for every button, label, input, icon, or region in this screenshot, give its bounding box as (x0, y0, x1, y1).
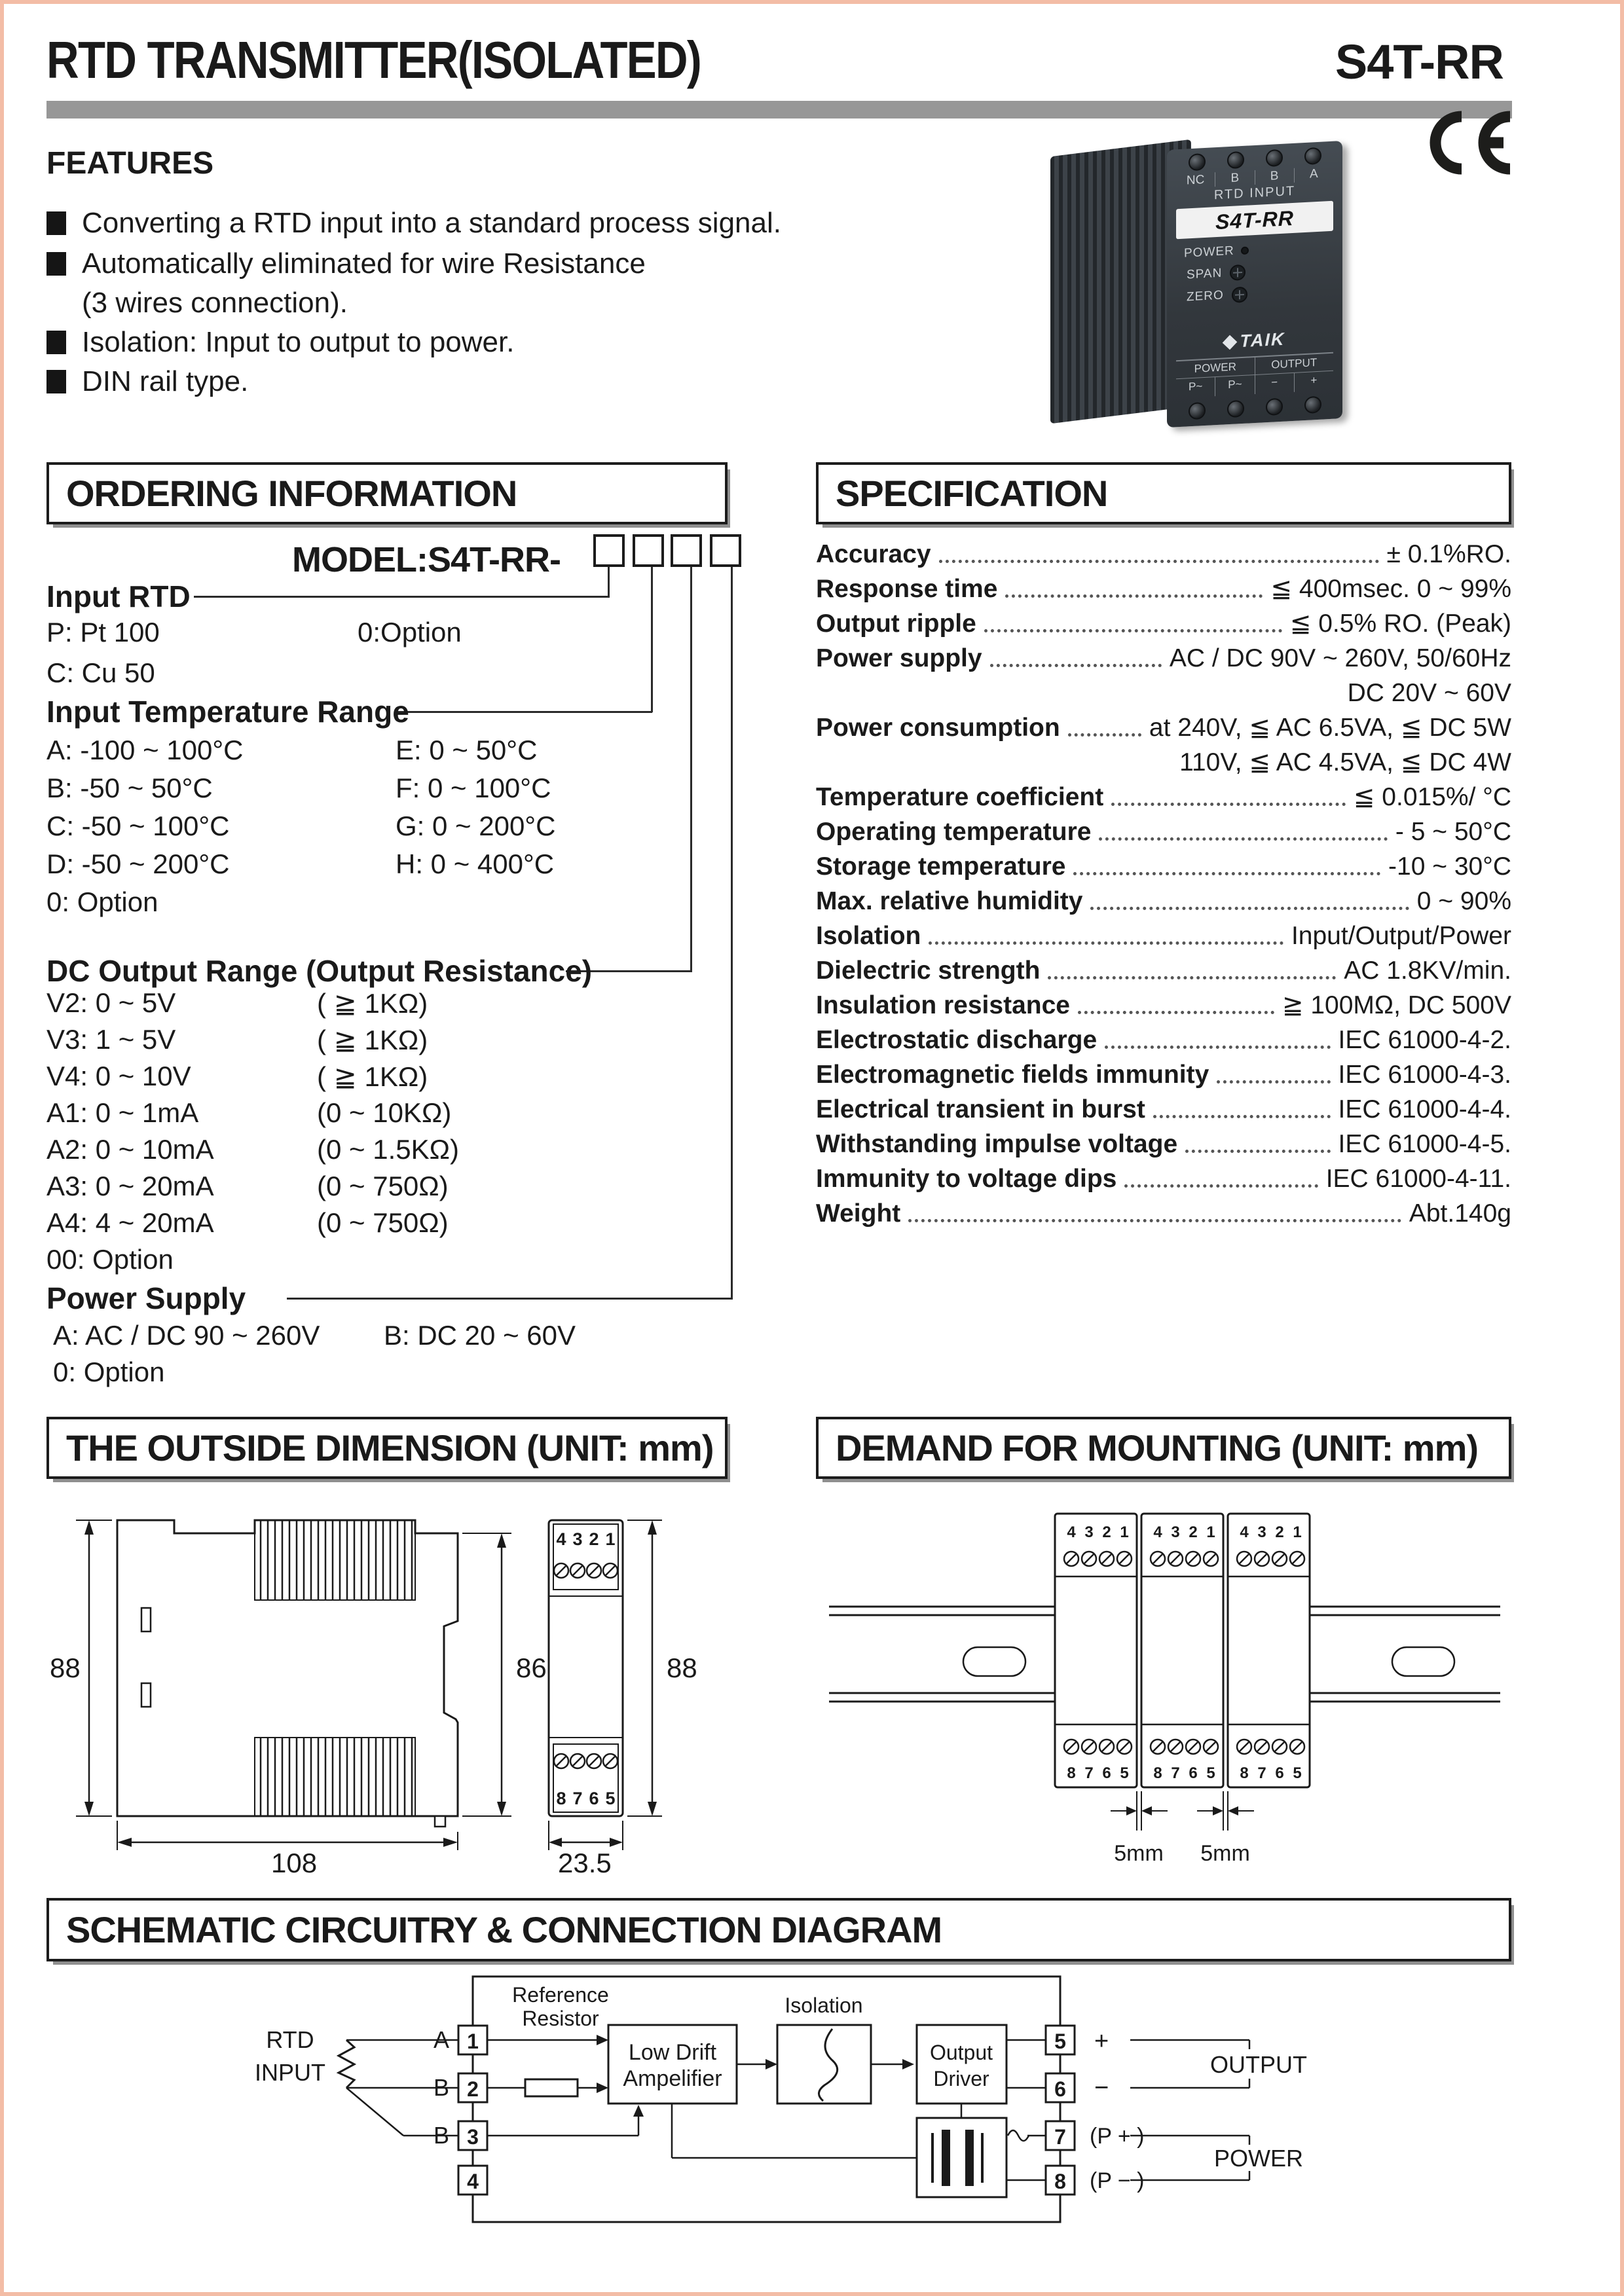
section-title: SPECIFICATION (836, 473, 1108, 514)
rtd-label: RTD (266, 2026, 314, 2053)
product-photo (1050, 128, 1388, 431)
spec-label: Withstanding impulse voltage (816, 1130, 1178, 1158)
dotted-leader (1111, 803, 1346, 806)
model-code-box-2 (633, 534, 664, 567)
terminal-number: 3 (1084, 1523, 1094, 1541)
dotted-leader (1124, 1184, 1318, 1188)
terminal-label: + (1294, 371, 1333, 392)
section-title: THE OUTSIDE DIMENSION (UNIT: mm) (66, 1427, 714, 1468)
output-section-label: OUTPUT (1255, 354, 1334, 374)
spec-value: ± 0.1%RO. (1386, 540, 1511, 568)
dotted-leader (939, 560, 1379, 563)
connector-line (690, 567, 692, 972)
spec-value: IEC 61000-4-11. (1325, 1165, 1511, 1193)
terminal-label: P~ (1188, 380, 1203, 393)
option: F: 0 ~ 100°C (396, 773, 551, 803)
feature-text: Automatically eliminated for wire Resistance (82, 247, 646, 280)
spec-value: ≦ 0.015%/ °C (1353, 783, 1511, 811)
reference-resistor-label: Resistor (522, 2007, 599, 2030)
spec-row (816, 708, 1511, 742)
feature-text: DIN rail type. (82, 365, 249, 397)
spec-row (816, 847, 1511, 881)
spec-label: Storage temperature (816, 852, 1066, 881)
mounted-module (1141, 1514, 1223, 1787)
module-front-panel (1167, 141, 1342, 428)
mounted-module (1055, 1514, 1137, 1787)
spec-label: Accuracy (816, 540, 931, 568)
p-plus-symbol: (P + ) (1090, 2124, 1145, 2149)
spec-row (816, 985, 1511, 1020)
terminal-letter: B (433, 2074, 449, 2101)
dotted-leader (929, 941, 1283, 945)
output-label: OUTPUT (1210, 2051, 1307, 2078)
input-rtd-title: Input RTD (46, 579, 191, 613)
spec-label: Electrostatic discharge (816, 1026, 1098, 1054)
terminal-number: 1 (467, 2030, 479, 2053)
spec-value: Abt.140g (1409, 1199, 1511, 1228)
terminal-number: 5 (1206, 1764, 1215, 1782)
ordering-heading (46, 462, 728, 524)
spec-value: ≦ 0.5% RO. (Peak) (1289, 610, 1511, 638)
spec-row (816, 777, 1511, 812)
span-trimmer-icon (1230, 264, 1246, 281)
spec-label: Insulation resistance (816, 991, 1070, 1019)
terminal-number: 5 (1293, 1764, 1302, 1782)
square-bullet-icon (46, 331, 66, 354)
model-code-box-3 (671, 534, 702, 567)
option: A1: 0 ~ 1mA (46, 1097, 199, 1128)
spec-value: 0 ~ 90% (1416, 887, 1511, 915)
spec-value: IEC 61000-4-2. (1338, 1026, 1511, 1054)
terminal-number: 7 (1257, 1764, 1266, 1782)
front-terminal: 7 (572, 1789, 583, 1808)
spec-value: AC / DC 90V ~ 260V, 50/60Hz (1169, 644, 1511, 672)
option: B: -50 ~ 50°C (46, 773, 213, 803)
mounting-heading (816, 1417, 1511, 1479)
spec-value: IEC 61000-4-3. (1338, 1061, 1511, 1089)
spec-label: Temperature coefficient (816, 783, 1104, 811)
terminal-number: 3 (467, 2125, 479, 2149)
terminal-label: A (1294, 166, 1333, 183)
power-led-label: POWER (1184, 244, 1234, 261)
option: A: AC / DC 90 ~ 260V (53, 1320, 320, 1351)
terminal-number: 2 (1275, 1523, 1284, 1541)
spec-label: Power supply (816, 644, 982, 672)
features-heading: FEATURES (46, 146, 214, 181)
dotted-leader (1217, 1080, 1330, 1084)
dim-23-5: 23.5 (558, 1848, 612, 1876)
option: A3: 0 ~ 20mA (46, 1171, 214, 1201)
driver-label: Output (929, 2041, 993, 2064)
spec-value: Input/Output/Power (1291, 922, 1511, 950)
spec-row (816, 1124, 1511, 1159)
model-number: S4T-RR (1335, 35, 1504, 89)
dotted-leader (1005, 594, 1263, 598)
span-label: SPAN (1187, 266, 1223, 282)
page-title: RTD TRANSMITTER(ISOLATED) (46, 31, 701, 89)
spec-row (816, 1194, 1511, 1228)
screw-icon (1304, 147, 1321, 165)
spec-row (816, 812, 1511, 847)
spec-label: Response time (816, 575, 998, 603)
terminal-number: 6 (1102, 1764, 1111, 1782)
terminal-number: 2 (467, 2077, 479, 2101)
brand-diamond-icon (1222, 335, 1237, 350)
spec-value: ≧ 100MΩ, DC 500V (1282, 991, 1511, 1019)
option: D: -50 ~ 200°C (46, 848, 230, 879)
screw-icon (1304, 396, 1321, 414)
spec-label: Operating temperature (816, 818, 1092, 846)
terminal-number: 7 (1054, 2125, 1066, 2149)
section-title: DEMAND FOR MOUNTING (UNIT: mm) (836, 1427, 1479, 1468)
option: A2: 0 ~ 10mA (46, 1134, 214, 1165)
dim-108: 108 (271, 1848, 318, 1876)
spec-row (816, 638, 1511, 673)
mounted-module (1228, 1514, 1310, 1787)
dotted-leader (1048, 976, 1336, 979)
specification-heading (816, 462, 1511, 524)
spec-label: Max. relative humidity (816, 887, 1083, 915)
terminal-number: 4 (1067, 1523, 1076, 1541)
terminal-number: 4 (1240, 1523, 1249, 1541)
terminal-number: 1 (1206, 1523, 1215, 1541)
power-led-icon (1241, 246, 1249, 255)
feature-text: (3 wires connection). (82, 287, 348, 319)
screw-icon (1227, 151, 1244, 169)
option: P: Pt 100 (46, 617, 160, 647)
option-resistance: (0 ~ 10KΩ) (317, 1097, 452, 1128)
terminal-number: 1 (1120, 1523, 1129, 1541)
spec-row (816, 951, 1511, 985)
square-bullet-icon (46, 252, 66, 276)
terminal-number: 2 (1102, 1523, 1111, 1541)
connector-line (194, 596, 610, 598)
rtd-resistor-icon (339, 2040, 354, 2088)
reference-resistor-label: Reference (512, 1983, 609, 2007)
terminal-label: B (1215, 170, 1254, 187)
spec-value: -10 ~ 30°C (1388, 852, 1511, 881)
spec-label: Electromagnetic fields immunity (816, 1061, 1209, 1089)
driver-label: Driver (933, 2067, 989, 2090)
dotted-leader (984, 629, 1282, 632)
option: V4: 0 ~ 10V (46, 1061, 191, 1091)
terminal-number: 6 (1275, 1764, 1284, 1782)
brand-logo (1167, 326, 1342, 355)
dotted-leader (1099, 837, 1387, 841)
dotted-leader (1105, 1046, 1330, 1049)
spec-row (816, 1020, 1511, 1055)
spec-value: at 240V, ≦ AC 6.5VA, ≦ DC 5W (1149, 714, 1511, 742)
terminal-number: 5 (1054, 2030, 1066, 2053)
square-bullet-icon (46, 211, 66, 235)
dotted-leader (1078, 1011, 1274, 1014)
model-code-box-4 (710, 534, 741, 567)
option: B: DC 20 ~ 60V (384, 1320, 576, 1351)
terminal-number: 7 (1084, 1764, 1094, 1782)
screw-icon (1227, 400, 1244, 418)
spec-value: DC 20V ~ 60V (1347, 679, 1511, 707)
option: C: Cu 50 (46, 657, 155, 688)
feature-item (46, 365, 248, 398)
rail-slot (963, 1647, 1025, 1676)
option: 0: Option (46, 886, 158, 917)
feature-item (46, 207, 781, 240)
zero-trimmer-icon (1232, 287, 1247, 303)
dotted-leader (1185, 1150, 1330, 1153)
spec-label: Output ripple (816, 610, 976, 638)
spec-row (816, 881, 1511, 916)
minus-symbol: − (1094, 2074, 1109, 2102)
model-label: S4T-RR (1176, 201, 1333, 240)
square-bullet-icon (46, 370, 66, 393)
dim-88-side: 88 (50, 1652, 81, 1683)
power-supply-title: Power Supply (46, 1281, 246, 1315)
feature-item (46, 247, 646, 280)
schematic-heading (46, 1898, 1511, 1961)
terminal-number: 4 (1153, 1523, 1162, 1541)
isolation-block (777, 2025, 871, 2104)
option: V3: 1 ~ 5V (46, 1024, 176, 1055)
front-terminal: 6 (589, 1789, 599, 1808)
model-code-box-1 (593, 534, 625, 567)
spec-row-continuation (816, 742, 1511, 777)
spec-row (816, 1159, 1511, 1194)
brand-name: TAIK (1240, 329, 1285, 352)
terminal-number: 8 (1240, 1764, 1249, 1782)
spec-label: Power consumption (816, 714, 1060, 742)
spec-row (816, 569, 1511, 604)
terminal-number: 8 (1054, 2170, 1066, 2193)
screw-icon (1189, 153, 1206, 171)
terminal-letter: A (433, 2026, 449, 2053)
spec-label: Isolation (816, 922, 921, 950)
option: V2: 0 ~ 5V (46, 987, 176, 1018)
connector-line (731, 567, 733, 1299)
dotted-leader (908, 1219, 1401, 1222)
terminal-number: 5 (1120, 1764, 1129, 1782)
ce-mark-icon (1420, 110, 1518, 175)
spec-value: AC 1.8KV/min. (1344, 957, 1511, 985)
dotted-leader (1090, 907, 1409, 910)
spec-row (816, 1089, 1511, 1124)
spec-row (816, 916, 1511, 951)
terminal-number: 3 (1257, 1523, 1266, 1541)
terminal-number: 3 (1171, 1523, 1180, 1541)
section-title: SCHEMATIC CIRCUITRY & CONNECTION DIAGRAM (66, 1909, 942, 1950)
option-resistance: (0 ~ 750Ω) (317, 1207, 449, 1238)
option: 0:Option (358, 617, 462, 647)
dotted-leader (1073, 872, 1380, 875)
option: G: 0 ~ 200°C (396, 811, 556, 841)
spec-label: Electrical transient in burst (816, 1095, 1145, 1123)
terminal-number: 6 (1189, 1764, 1198, 1782)
terminal-number: 8 (1067, 1764, 1076, 1782)
dim-88-front: 88 (667, 1652, 697, 1683)
spec-label: Dielectric strength (816, 957, 1041, 985)
spec-row-continuation (816, 673, 1511, 708)
power-section-label: POWER (1194, 360, 1236, 375)
reference-resistor-icon (525, 2079, 578, 2096)
feature-text: Isolation: Input to output to power. (82, 326, 515, 358)
dim-86: 86 (516, 1652, 547, 1683)
spec-label: Immunity to voltage dips (816, 1165, 1117, 1193)
front-terminal: 8 (556, 1789, 566, 1808)
option-resistance: (0 ~ 1.5KΩ) (317, 1134, 459, 1165)
power-label: POWER (1213, 2145, 1304, 2172)
header-divider (46, 101, 1512, 118)
temp-range-title: Input Temperature Range (46, 695, 409, 729)
option-resistance: (0 ~ 750Ω) (317, 1171, 449, 1201)
option: C: -50 ~ 100°C (46, 811, 230, 841)
spec-row (816, 534, 1511, 569)
option-resistance: ( ≧ 1KΩ) (317, 1061, 428, 1092)
rail-slot (1392, 1647, 1454, 1676)
terminal-number: 6 (1054, 2077, 1066, 2101)
terminal-label: B (1255, 168, 1294, 185)
rtd-input-label: INPUT (255, 2059, 325, 2086)
option-resistance: ( ≧ 1KΩ) (317, 988, 428, 1019)
terminal-letter: B (433, 2122, 449, 2149)
screw-icon (1266, 149, 1283, 167)
terminal-label: − (1255, 373, 1294, 394)
option: 0: Option (53, 1357, 165, 1387)
connector-line (397, 711, 652, 713)
spec-value: ≦ 400msec. 0 ~ 99% (1270, 575, 1511, 603)
terminal-number: 7 (1171, 1764, 1180, 1782)
dimension-heading (46, 1417, 728, 1479)
spec-label: Weight (816, 1199, 901, 1228)
plus-symbol: + (1094, 2028, 1109, 2055)
dotted-leader (990, 664, 1162, 667)
connector-line (651, 567, 653, 712)
spec-value: IEC 61000-4-5. (1338, 1130, 1511, 1158)
spec-value: IEC 61000-4-4. (1338, 1095, 1511, 1123)
front-terminal: 2 (589, 1529, 599, 1549)
terminal-number: 1 (1293, 1523, 1302, 1541)
gap-label: 5mm (1114, 1841, 1164, 1866)
gap-label: 5mm (1200, 1841, 1250, 1866)
output-driver-block (917, 2025, 1006, 2104)
specification-list (816, 534, 1511, 1228)
terminal-label: P~ (1215, 375, 1254, 396)
mounting-drawing (816, 1497, 1510, 1876)
spec-value: - 5 ~ 50°C (1395, 818, 1511, 846)
amplifier-label: Ampelifier (623, 2066, 722, 2091)
front-terminal: 1 (605, 1529, 616, 1549)
option: A4: 4 ~ 20mA (46, 1207, 214, 1238)
connector-line (287, 1298, 733, 1300)
p-minus-symbol: (P − ) (1090, 2168, 1145, 2193)
schematic-diagram (187, 1968, 1399, 2250)
amplifier-label: Low Drift (628, 2040, 717, 2065)
terminal-number: 4 (467, 2170, 479, 2193)
feature-item (46, 326, 514, 359)
screw-icon (1266, 398, 1283, 416)
spec-value: 110V, ≦ AC 4.5VA, ≦ DC 4W (1179, 748, 1511, 776)
connector-line (608, 567, 610, 597)
model-prefix: MODEL:S4T-RR- (292, 540, 561, 579)
option: E: 0 ~ 50°C (396, 735, 538, 765)
option: H: 0 ~ 400°C (396, 848, 555, 879)
dotted-leader (1068, 733, 1141, 737)
spec-row (816, 604, 1511, 638)
spec-row (816, 1055, 1511, 1089)
dotted-leader (1153, 1115, 1331, 1118)
feature-text: Converting a RTD input into a standard process signal. (82, 207, 781, 239)
front-terminal: 5 (605, 1789, 616, 1808)
dc-output-title: DC Output Range (Output Resistance) (46, 954, 593, 988)
front-terminal: 4 (556, 1529, 566, 1549)
isolation-label: Isolation (784, 1994, 863, 2017)
terminal-number: 2 (1189, 1523, 1198, 1541)
terminal-number: 8 (1153, 1764, 1162, 1782)
terminal-label: NC (1186, 173, 1205, 188)
option: A: -100 ~ 100°C (46, 735, 244, 765)
outside-dimension-drawing (43, 1497, 731, 1876)
option: 00: Option (46, 1244, 174, 1275)
option-resistance: ( ≧ 1KΩ) (317, 1025, 428, 1055)
section-title: ORDERING INFORMATION (66, 473, 517, 514)
ac-squiggle-icon (1008, 2130, 1029, 2141)
transformer-block (917, 2118, 1006, 2197)
screw-icon (1189, 402, 1206, 420)
feature-item (82, 287, 348, 319)
rtd-input-label: RTD INPUT (1213, 183, 1296, 203)
front-terminal: 3 (572, 1529, 583, 1549)
zero-label: ZERO (1187, 288, 1224, 304)
